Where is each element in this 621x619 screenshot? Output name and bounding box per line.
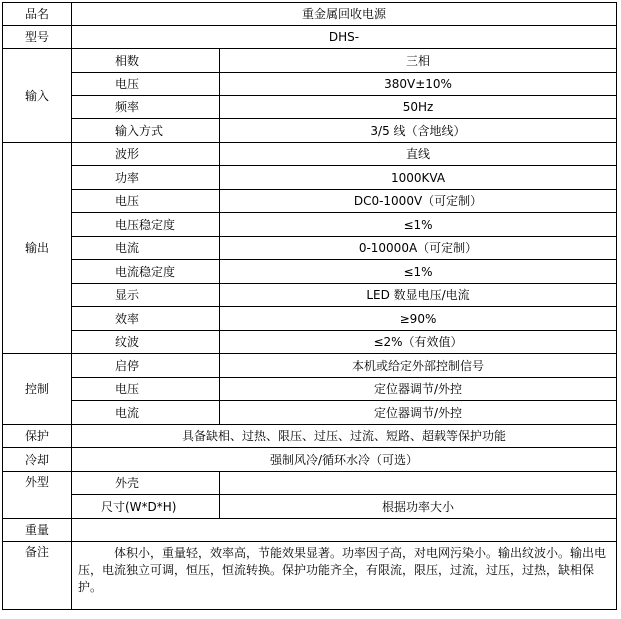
output-item-value: 0-10000A（可定制）	[220, 237, 617, 260]
row-input-voltage	[3, 73, 617, 96]
row-input-frequency	[3, 96, 617, 119]
appearance-item-name: 外壳	[72, 472, 220, 495]
output-item-name: 纹波	[72, 331, 220, 354]
row-weight	[3, 519, 617, 542]
output-item-value: ≤1%	[220, 213, 617, 237]
label-product-name: 品名	[3, 3, 72, 26]
appearance-item-name: 尺寸(W*D*H)	[72, 495, 220, 519]
input-item-name: 相数	[72, 49, 220, 73]
row-output-efficiency	[3, 307, 617, 331]
row-product-name	[3, 3, 617, 26]
output-item-name: 电压	[72, 190, 220, 213]
row-output-ripple	[3, 331, 617, 354]
output-item-value: 1000KVA	[220, 166, 617, 190]
output-item-value: ≤2%（有效值）	[220, 331, 617, 354]
row-input-phase	[3, 49, 617, 73]
label-control: 控制	[3, 354, 72, 425]
value-protection: 具备缺相、过热、限压、过压、过流、短路、超载等保护功能	[72, 425, 617, 448]
row-output-power	[3, 166, 617, 190]
row-output-current	[3, 237, 617, 260]
row-remarks	[3, 542, 617, 610]
row-protection	[3, 425, 617, 448]
value-cooling: 强制风冷/循环水冷（可选）	[72, 448, 617, 472]
row-model	[3, 26, 617, 49]
output-item-value: DC0-1000V（可定制）	[220, 190, 617, 213]
input-item-name: 电压	[72, 73, 220, 96]
input-item-value: 3/5 线（含地线）	[220, 119, 617, 143]
row-output-voltage-stability	[3, 213, 617, 237]
row-control-voltage	[3, 378, 617, 401]
value-remarks	[72, 542, 617, 610]
value-product-name: 重金属回收电源	[72, 3, 617, 26]
output-item-name: 波形	[72, 143, 220, 166]
spec-table	[2, 2, 617, 610]
row-output-display	[3, 284, 617, 307]
control-item-name: 电压	[72, 378, 220, 401]
row-control-current	[3, 401, 617, 425]
output-item-value: ≥90%	[220, 307, 617, 331]
output-item-name: 功率	[72, 166, 220, 190]
appearance-item-value: 根据功率大小	[220, 495, 617, 519]
row-appearance-size	[3, 495, 617, 519]
label-weight: 重量	[3, 519, 72, 542]
output-item-name: 电流	[72, 237, 220, 260]
label-appearance: 外型	[3, 472, 72, 519]
row-control-startstop	[3, 354, 617, 378]
value-weight	[72, 519, 617, 542]
output-item-name: 效率	[72, 307, 220, 331]
value-model: DHS-	[72, 26, 617, 49]
control-item-name: 启停	[72, 354, 220, 378]
label-input: 输入	[3, 49, 72, 143]
input-item-value: 380V±10%	[220, 73, 617, 96]
row-appearance-shell	[3, 472, 617, 495]
appearance-item-value	[220, 472, 617, 495]
label-remarks: 备注	[3, 542, 72, 610]
control-item-name: 电流	[72, 401, 220, 425]
label-cooling: 冷却	[3, 448, 72, 472]
remarks-text: 体积小，重量轻，效率高，节能效果显著。功率因子高，对电网污染小。输出纹波小。输出电压，电流独立可调，恒压，恒流转换。保护功能齐全，有限流，限压，过流，过压，过热，缺相保护。	[78, 546, 607, 594]
output-item-value: 直线	[220, 143, 617, 166]
row-output-voltage	[3, 190, 617, 213]
label-output: 输出	[3, 143, 72, 354]
output-item-name: 显示	[72, 284, 220, 307]
input-item-name: 频率	[72, 96, 220, 119]
row-input-mode	[3, 119, 617, 143]
control-item-value: 定位器调节/外控	[220, 378, 617, 401]
row-output-waveform	[3, 143, 617, 166]
input-item-name: 输入方式	[72, 119, 220, 143]
control-item-value: 定位器调节/外控	[220, 401, 617, 425]
row-output-current-stability	[3, 260, 617, 284]
control-item-value: 本机或给定外部控制信号	[220, 354, 617, 378]
output-item-value: LED 数显电压/电流	[220, 284, 617, 307]
row-cooling	[3, 448, 617, 472]
output-item-name: 电压稳定度	[72, 213, 220, 237]
output-item-name: 电流稳定度	[72, 260, 220, 284]
input-item-value: 三相	[220, 49, 617, 73]
output-item-value: ≤1%	[220, 260, 617, 284]
label-model: 型号	[3, 26, 72, 49]
label-protection: 保护	[3, 425, 72, 448]
input-item-value: 50Hz	[220, 96, 617, 119]
